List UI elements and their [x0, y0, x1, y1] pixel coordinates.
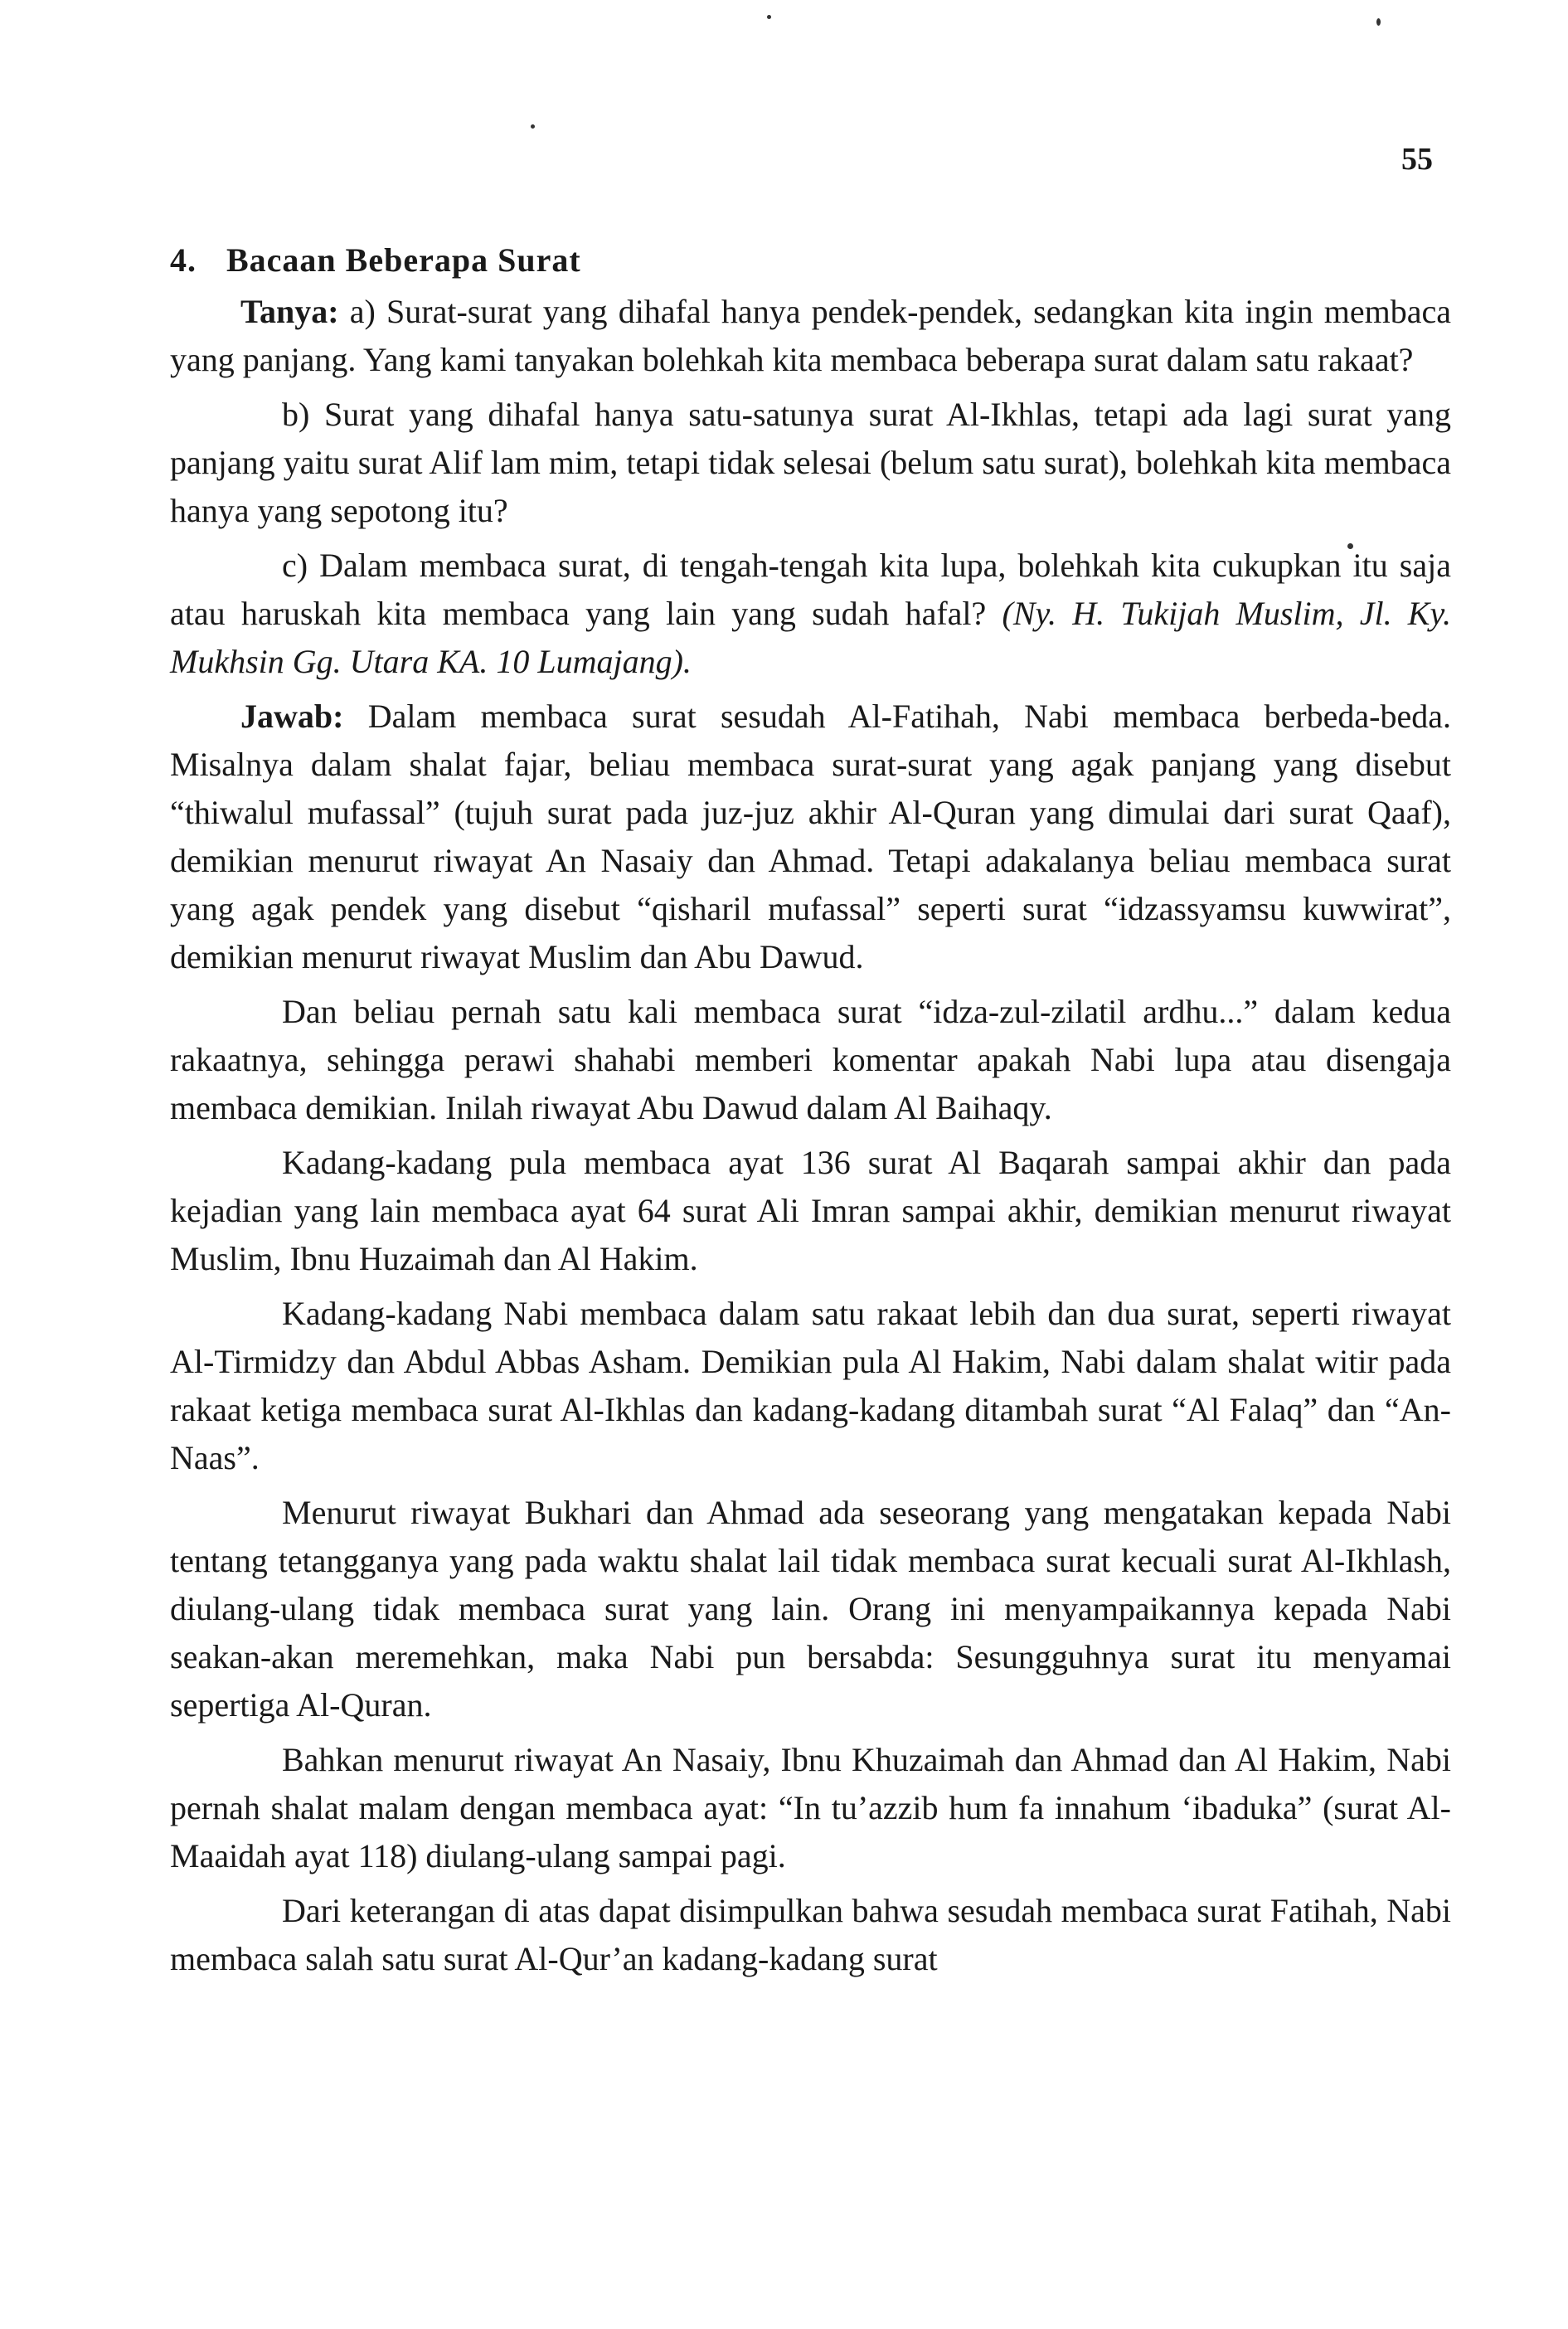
question-label: Tanya:: [240, 293, 339, 330]
page-number: 55: [1401, 142, 1433, 177]
section-title: Bacaan Beberapa Surat: [226, 241, 581, 279]
answer-paragraph-4: Kadang-kadang Nabi membaca dalam satu rakaat lebih dan dua surat, seperti riwayat Al-Tirmidzy dan Abdul Abbas Asham. Demikian pula Al Hakim, Nabi dalam shalat witir pada rakaat ketiga membaca surat Al-Ikhlas dan kadang-kadang ditambah surat “Al Falaq” dan “An-Naas”.: [170, 1295, 1451, 1476]
scan-speck: [531, 124, 535, 129]
answer-paragraph-3: Kadang-kadang pula membaca ayat 136 surat Al Baqarah sampai akhir dan pada kejadian yang lain membaca ayat 64 surat Ali Imran sampai akhir, demikian menurut riwayat Muslim, Ibnu Huzaimah dan Al Hakim.: [170, 1144, 1451, 1277]
question-part-a: [170, 288, 1451, 384]
question-part-b: b) Surat yang dihafal hanya satu-satunya surat Al-Ikhlas, tetapi ada lagi surat yang panjang yaitu surat Alif lam mim, tetapi tidak selesai (belum satu surat), bolehkah kita membaca hanya yang sepotong itu?: [170, 396, 1451, 529]
question-part-c-text: c) Dalam membaca surat, di tengah-tengah kita lupa, bolehkah kita cukupkan itu saja atau haruskah kita membaca yang lain yang sudah hafal?: [170, 547, 1451, 632]
section-number: 4.: [170, 241, 197, 279]
answer-paragraph-5: Menurut riwayat Bukhari dan Ahmad ada seseorang yang mengatakan kepada Nabi tentang tetangganya yang pada waktu shalat lail tidak membaca surat kecuali surat Al-Ikhlash, diulang-ulang tidak membaca surat yang lain. Orang ini menyampaikannya kepada Nabi seakan-akan meremehkan, maka Nabi pun bersabda: Sesungguhnya surat itu menyamai sepertiga Al-Quran.: [170, 1494, 1451, 1724]
scan-speck: [767, 15, 771, 19]
answer-paragraph-1: [170, 693, 1451, 981]
answer-paragraph-2: Dan beliau pernah satu kali membaca surat “idza-zul-zilatil ardhu...” dalam kedua rakaatnya, sehingga perawi shahabi memberi komentar apakah Nabi lupa atau disengaja membaca demikian. Inilah riwayat Abu Dawud dalam Al Baihaqy.: [170, 993, 1451, 1126]
question-part-a-text: a) Surat-surat yang dihafal hanya pendek-pendek, sedangkan kita ingin membaca yang panjang. Yang kami tanyakan bolehkah kita membaca beberapa surat dalam satu rakaat?: [170, 293, 1452, 378]
answer-label: Jawab:: [240, 698, 344, 735]
answer-paragraph-1-text: Dalam membaca surat sesudah Al-Fatihah, Nabi membaca berbeda-beda. Misalnya dalam shalat fajar, beliau membaca surat-surat yang agak panjang yang disebut “thiwalul mufassal” (tujuh surat pada juz-juz akhir Al-Quran yang dimulai dari surat Qaaf), demikian menurut riwayat An Nasaiy dan Ahmad. Tetapi adakalanya beliau membaca surat yang agak pendek yang disebut “qisharil mufassal” seperti surat “idzassyamsu kuwwirat”, demikian menurut riwayat Muslim dan Abu Dawud.: [170, 698, 1452, 975]
section-heading: [170, 236, 1451, 284]
page-body: [170, 236, 1451, 1990]
question-part-c: [170, 542, 1451, 686]
question-attribution: (Ny. H. Tukijah Muslim, Jl. Ky. Mukhsin Gg. Utara KA. 10 Lumajang).: [170, 595, 1452, 680]
answer-paragraph-6: Bahkan menurut riwayat An Nasaiy, Ibnu Khuzaimah dan Ahmad dan Al Hakim, Nabi pernah shalat malam dengan membaca ayat: “In tu’azzib hum fa innahum ‘ibaduka” (surat Al-Maaidah ayat 118) diulang-ulang sampai pagi.: [170, 1741, 1451, 1874]
scan-speck: [1376, 18, 1381, 26]
answer-paragraph-7: Dari keterangan di atas dapat disimpulkan bahwa sesudah membaca surat Fatihah, Nabi membaca salah satu surat Al-Qur’an kadang-kadang surat: [170, 1892, 1451, 1977]
